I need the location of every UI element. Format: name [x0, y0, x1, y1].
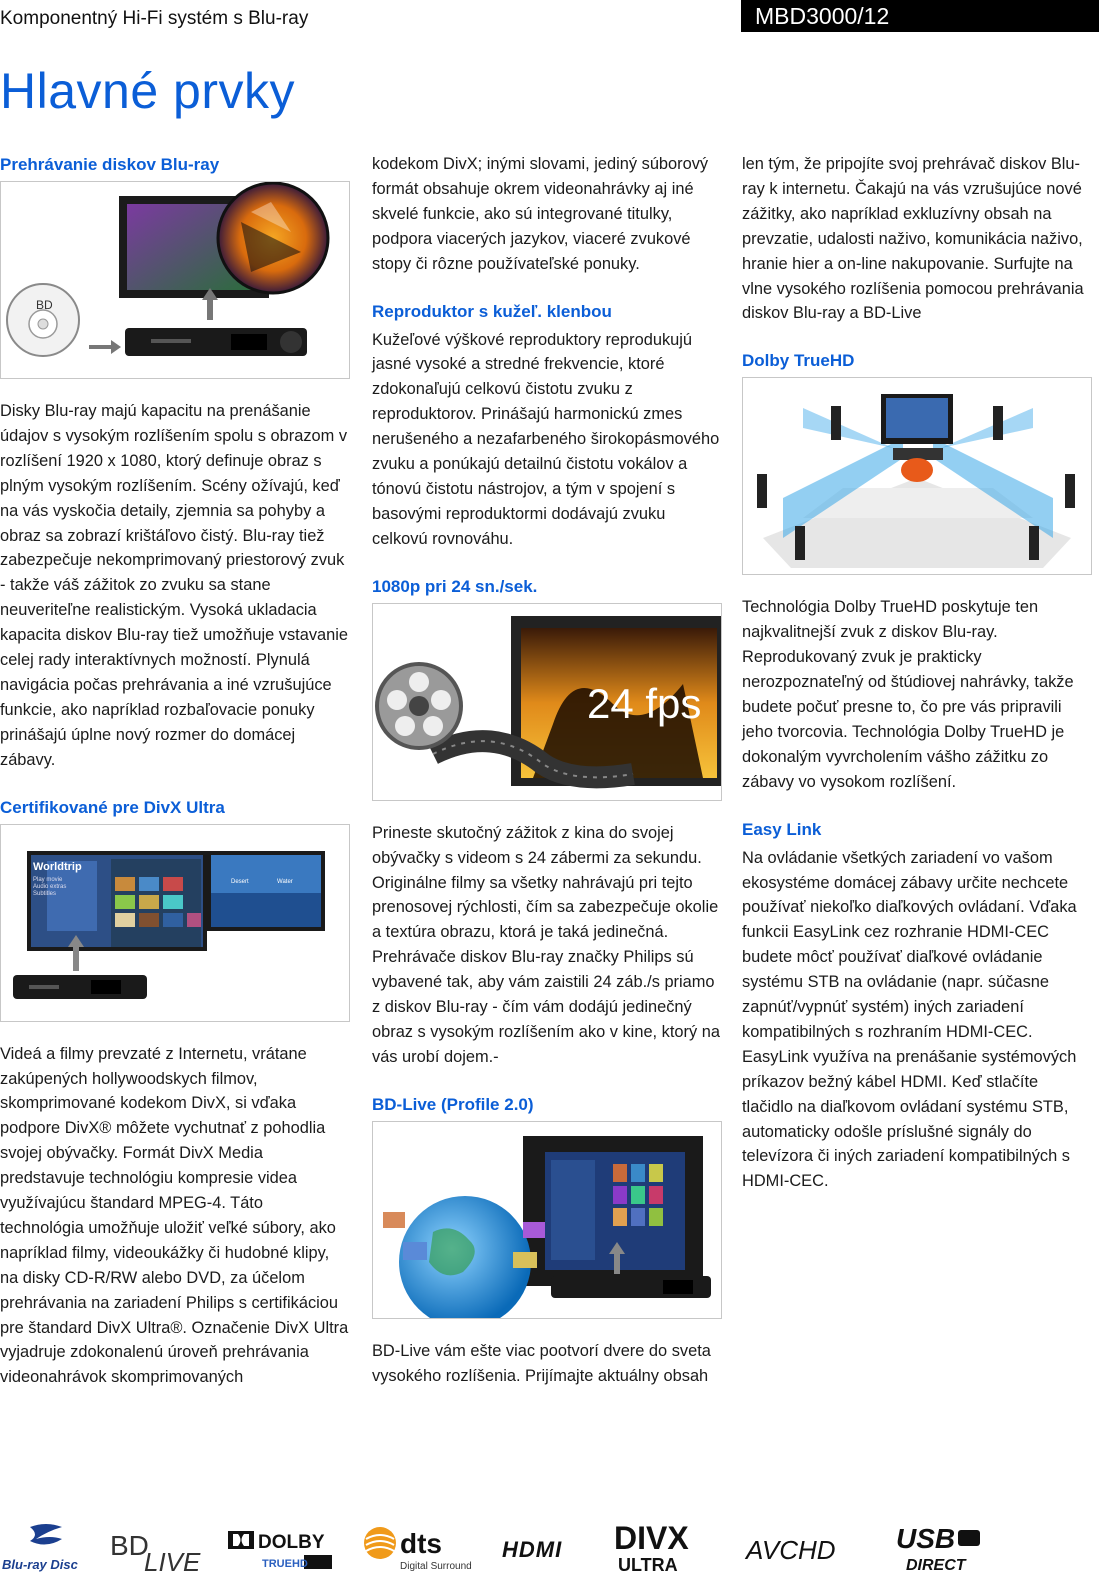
speaker-icon — [757, 474, 767, 508]
speaker-icon — [795, 526, 805, 560]
logo-bar — [0, 1512, 1099, 1582]
svg-text:DIRECT: DIRECT — [906, 1557, 966, 1574]
speaker-icon — [1029, 526, 1039, 560]
arrow-right-icon — [89, 340, 121, 354]
easylink-text: Na ovládanie všetkých zariadení vo vašom ekosystéme domácej zábavy určite nechcete používať niekoľko diaľkových ovládaní. Vďaka funkcii EasyLink cez rozhranie HDMI-CEC budete môcť používať diaľkové ovládanie systému STB na ovládanie (napr. súčasne zapnúť/vypnúť systém) iných zariadení kompatibilných s rozhraním HDMI-CEC. EasyLink využíva na prenášanie systémových príkazov bežný kábel HDMI. Keď stlačíte tlačidlo na diaľkovom ovládaní systému STB, automaticky odošle príslušné signály do televízora či iných zariadení kompatibilných s HDMI-CEC. — [742, 848, 1077, 1191]
fps-figure — [372, 603, 722, 801]
svg-text:BD: BD — [110, 1530, 149, 1561]
bluray-logo — [0, 1512, 92, 1582]
svg-text:HDMI: HDMI — [502, 1537, 563, 1562]
svg-text:dts: dts — [400, 1528, 442, 1559]
divx-menu-title: Worldtrip — [33, 860, 82, 873]
svg-text:Digital Surround: Digital Surround — [400, 1561, 472, 1572]
section-heading-24fps: 1080p pri 24 sn./sek. — [372, 576, 538, 596]
fps-label: 24 fps — [587, 679, 702, 727]
section-heading-bluray: Prehrávanie diskov Blu-ray — [0, 155, 220, 174]
divx-menu-water: Water — [277, 878, 293, 885]
svg-text:USB: USB — [896, 1523, 956, 1554]
divx-logo — [612, 1512, 722, 1582]
dolby-figure — [742, 377, 1092, 575]
svg-text:ULTRA: ULTRA — [618, 1555, 678, 1575]
dts-logo — [358, 1512, 480, 1582]
bdlive-text: BD-Live vám ešte viac pootvorí dvere do sveta vysokého rozlíšenia. Prijímajte aktuálny obsah — [372, 1341, 711, 1385]
svg-text:DOLBY: DOLBY — [258, 1532, 325, 1553]
svg-text:Blu-ray Disc: Blu-ray Disc — [2, 1557, 78, 1572]
section-heading-speaker: Reproduktor s kužeľ. klenbou — [372, 301, 612, 321]
hdmi-logo — [498, 1512, 594, 1582]
bluray-figure — [0, 181, 350, 379]
divx-menu-item: Subtitles — [33, 890, 57, 897]
svg-text:AVCHD: AVCHD — [746, 1535, 836, 1565]
divx-menu-item: Audio extras — [33, 883, 67, 890]
page-title: Hlavné prvky — [0, 63, 295, 119]
section-heading-divx: Certifikované pre DivX Ultra — [0, 797, 225, 817]
dolby-text: Technológia Dolby TrueHD poskytuje ten najkvalitnejší zvuk z diskov Blu-ray. Reprodukovaný zvuk je prakticky nerozpoznateľný od štúdiovej nahrávky, takže budete počuť presne to, čo pre vás pripravili jeho tvorcovia. Technológia Dolby TrueHD je dokonalým vyvrcholením vášho zážitku zo zábavy vo vysokom rozlíšení. — [742, 598, 1074, 791]
speaker-icon — [993, 406, 1003, 440]
divx-text-continued: kodekom DivX; inými slovami, jediný súborový formát obsahuje okrem videonahrávky aj iné skvelé funkcie, ako sú integrované titulky, podpora viacerých jazykov, viaceré zvukové stopy či rôzne používateľské ponuky. — [372, 155, 709, 273]
section-heading-easylink: Easy Link — [742, 819, 822, 839]
divx-menu-desert: Desert — [231, 878, 249, 885]
divx-text: Videá a filmy prevzaté z Internetu, vrátane zakúpených hollywoodskych filmov, skomprimované kodekom DivX, si vďaka podpore DivX® môžete vychutnať z pohodlia svojej obývačky. Formát DivX Media predstavuje technológiu kompresie videa využívajúcu štandard MPEG-4. Táto technológia umožňuje uložiť veľké súbory, ako napríklad filmy, videoukážky či hudobné klipy, na disky CD-R/RW alebo DVD, za účelom prehrávania na zariadení Philips s certifikáciou pre štandard DivX Ultra®. Označenie DivX Ultra vyjadruje zdokonalenú úroveň prehrávania videonahrávok skomprimovaných — [0, 1044, 349, 1387]
section-heading-dolby: Dolby TrueHD — [742, 351, 855, 371]
bdlive-figure — [372, 1121, 722, 1319]
speaker-icon — [1065, 474, 1075, 508]
usb-direct-logo — [892, 1512, 996, 1582]
column-1 — [0, 152, 350, 1412]
speaker-icon — [831, 406, 841, 440]
disc-label: BD — [36, 298, 53, 312]
divx-menu-item: Play movie — [33, 876, 63, 883]
header-subtitle: Komponentný Hi-Fi systém s Blu-ray — [0, 8, 309, 29]
column-3 — [742, 152, 1092, 1216]
listener — [901, 458, 933, 482]
fps-text: Prineste skutočný zážitok z kina do svojej obývačky s videom s 24 zábermi za sekundu. Originálne filmy sa všetky nahrávajú pri tejto prenosovej rýchlosti, čím sa zabezpečuje okolie a textúra obrazu, ktorá je taká jedinečná. Prehrávače diskov Blu-ray značky Philips sú vybavené tak, aby vám zaistili 24 záb./s priamo z diskov Blu-ray - čím vám dodájú jedinečný obraz s vysokým rozlíšením ako v kine, ktorý na vás urobí dojem.- — [372, 823, 720, 1066]
svg-text:LIVE: LIVE — [144, 1547, 201, 1575]
dolby-logo — [224, 1512, 338, 1582]
svg-text:TRUEHD: TRUEHD — [262, 1558, 308, 1570]
bdlive-text-continued: len tým, že pripojíte svoj prehrávač diskov Blu-ray k internetu. Čakajú na vás vzrušujúce nové zážitky, ako napríklad exkluzívny obsah na prevzatie, udalosti naživo, komunikácia naživo, hranie hier a on-line nakupovanie. Surfujte na vlne vysokého rozlíšenia pomocou prehrávania diskov Blu-ray a BD-Live — [742, 155, 1084, 323]
bluray-text: Disky Blu-ray majú kapacitu na prenášanie údajov s vysokým rozlíšením spolu s obrazom v rozlíšení 1920 x 1080, ktorý definuje obraz s plným vysokým rozlíšením. Scény ožívajú, keď na vás vyskočia detaily, zjemnia sa pohyby a obraz sa zobrazí krištáľovo čistý. Blu-ray tiež zabezpečuje nekomprimovaný priestorový zvuk - takže váš zážitok zo zvuku sa stane neuveriteľne realistickým. Vysoká ukladacia kapacita diskov Blu-ray tiež umožňuje vstavanie celej rady interaktívnych možností. Plynulá navigácia počas prehrávania a iné vzrušujúce funkcie, ako napríklad rozbaľovacie ponuky prinášajú úplne nový rozmer do domácej zábavy. — [0, 402, 349, 769]
section-heading-bdlive: BD-Live (Profile 2.0) — [372, 1094, 534, 1114]
avchd-logo — [744, 1512, 870, 1582]
svg-text:DIVX: DIVX — [614, 1520, 689, 1556]
bdlive-logo — [108, 1512, 206, 1582]
speaker-text: Kužeľové výškové reproduktory reprodukujú jasné vysoké a stredné frekvencie, ktoré zdokonaľujú celkovú čistotu zvuku z reproduktorov. Prinášajú harmonickú zmes nerušeného a nezafarbeného širokopásmového zvuku a ponúkajú detailnú čistotu vokálov a tónovú čistotu nástrojov, a tým v spojení s basovými reproduktormi dodávajú zvuku celkovú rovnováhu. — [372, 330, 720, 548]
column-2 — [372, 152, 722, 1411]
divx-figure — [0, 824, 350, 1022]
model-badge: MBD3000/12 — [741, 0, 1099, 32]
